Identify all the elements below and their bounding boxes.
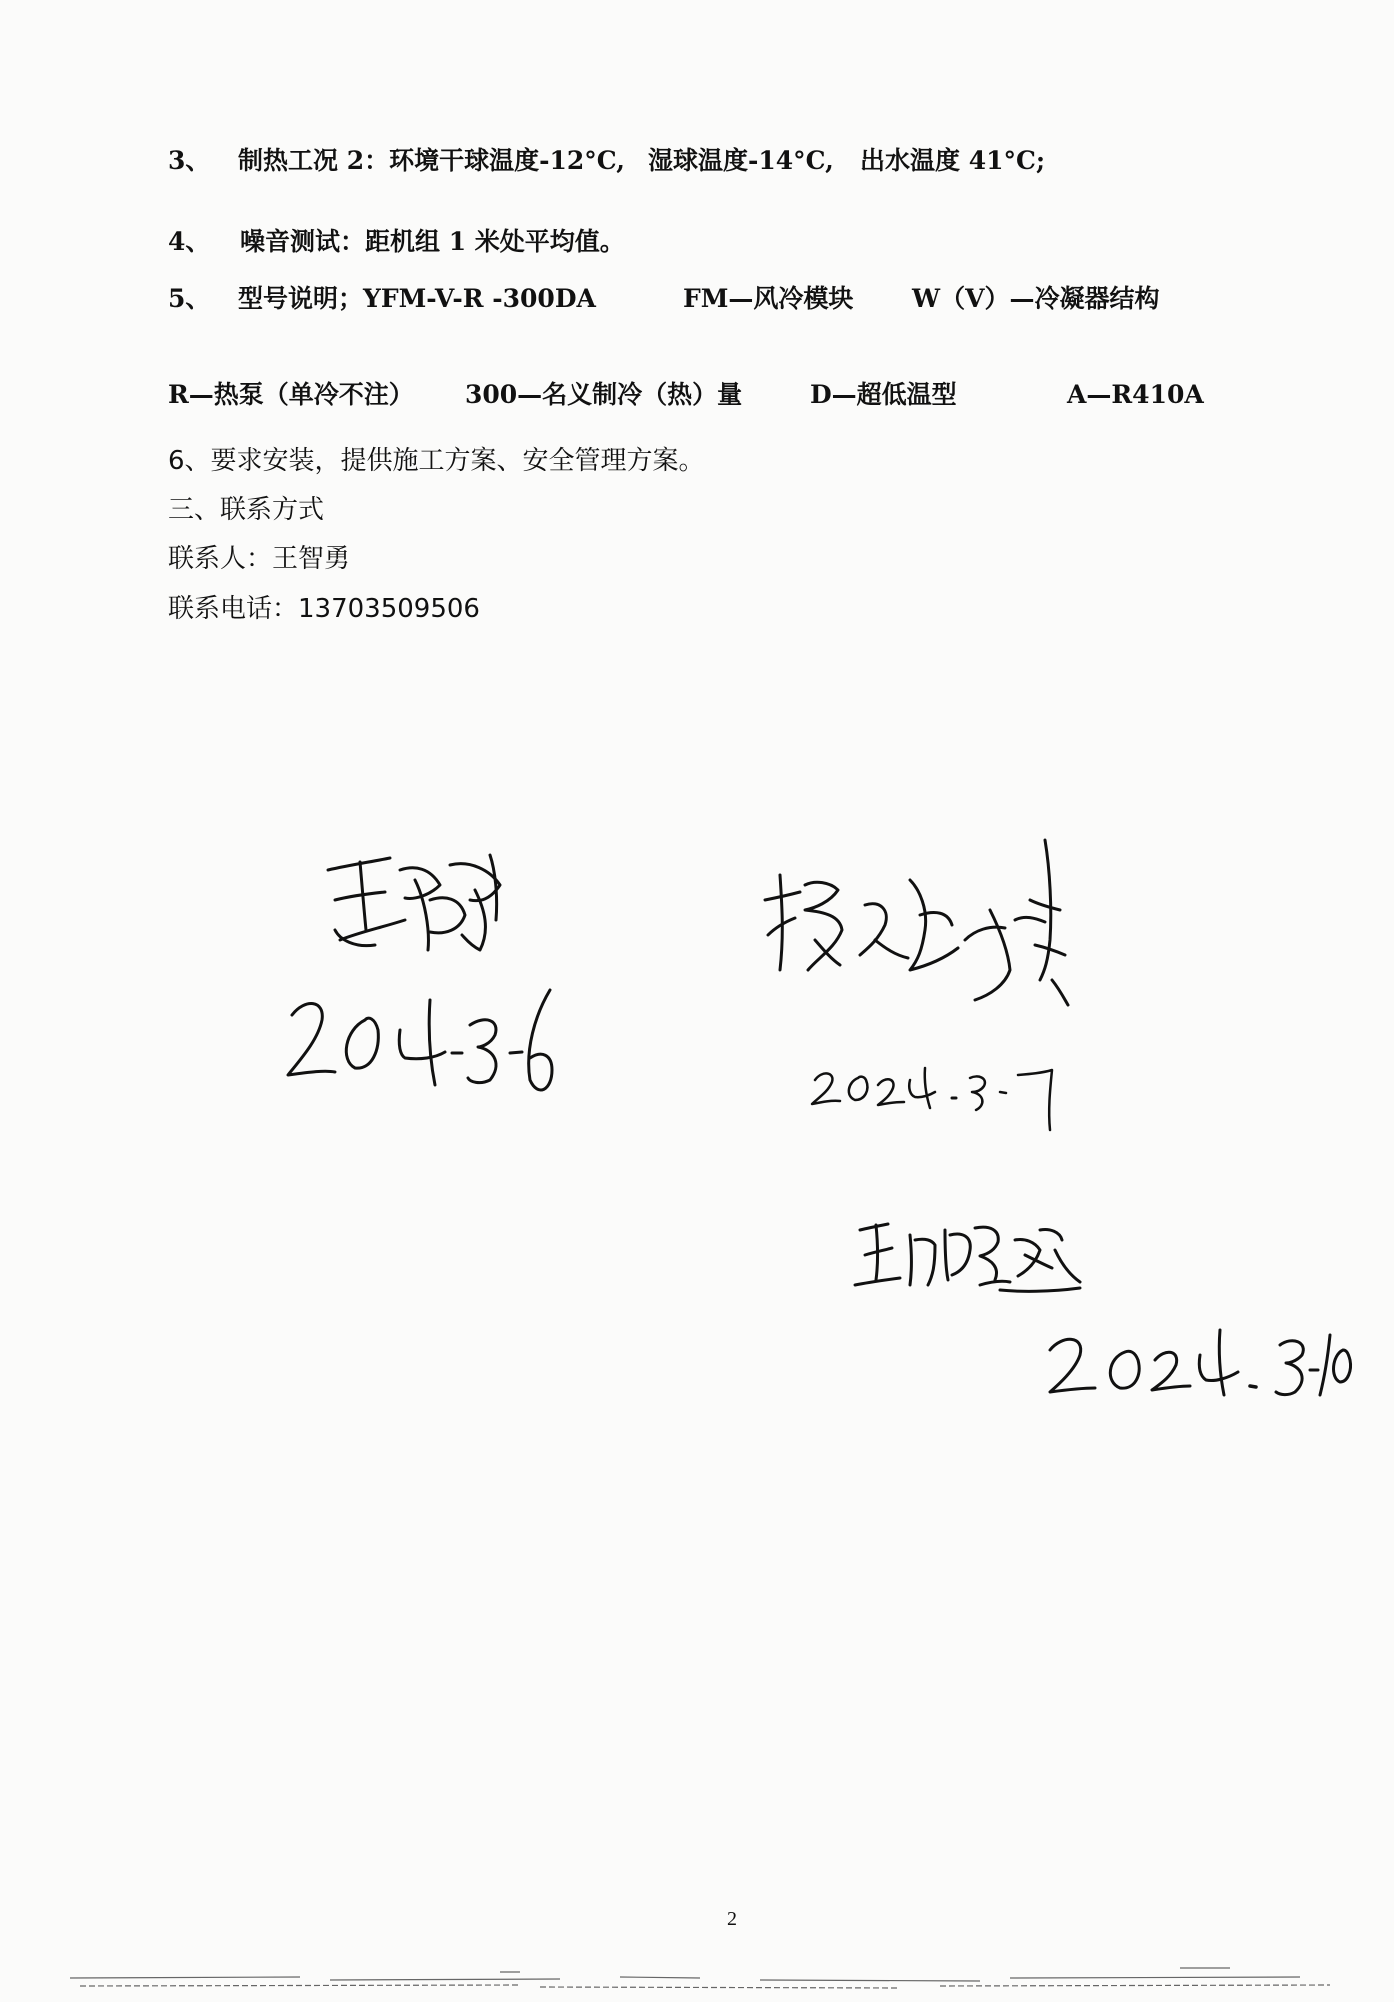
signature-3-name [855, 1224, 1080, 1291]
item-number: 3、 [168, 146, 211, 175]
item-text: 湿球温度-14°C, [648, 146, 834, 175]
signature-3 [840, 1210, 1350, 1420]
signature-2 [760, 830, 1090, 1130]
signature-1 [280, 840, 570, 1120]
item-text: W（V）—冷凝器结构 [912, 284, 1160, 313]
signature-2-name [765, 840, 1068, 1005]
contact-phone: 联系电话：13703509506 [168, 594, 480, 624]
section-title: 三、联系方式 [168, 495, 325, 525]
item-text: 型号说明；YFM-V-R -300DA [238, 284, 596, 313]
contact-person: 联系人：王智勇 [168, 544, 351, 574]
scan-noise [0, 1950, 1394, 2002]
item-text: 制热工况 2：环境干球温度-12°C, [238, 146, 625, 175]
item-6: 6、要求安装，提供施工方案、安全管理方案。 [168, 446, 705, 476]
signature-3-date [1050, 1330, 1351, 1395]
signature-1-name [328, 855, 500, 950]
item-number: 5、 [168, 284, 211, 313]
legend-d: D—超低温型 [810, 380, 957, 409]
item-text: 出水温度 41°C; [860, 146, 1046, 175]
legend-r: R—热泵（单冷不注） [168, 380, 414, 409]
legend-300: 300—名义制冷（热）量 [465, 380, 743, 409]
signature-1-date [288, 990, 552, 1090]
item-text: FM—风冷模块 [683, 284, 854, 313]
legend-a: A—R410A [1067, 380, 1204, 409]
page-number: 2 [727, 1908, 737, 1930]
signature-2-date [812, 1068, 1052, 1130]
item-text: 噪音测试：距机组 1 米处平均值。 [240, 227, 625, 256]
item-number: 4、 [168, 227, 211, 256]
